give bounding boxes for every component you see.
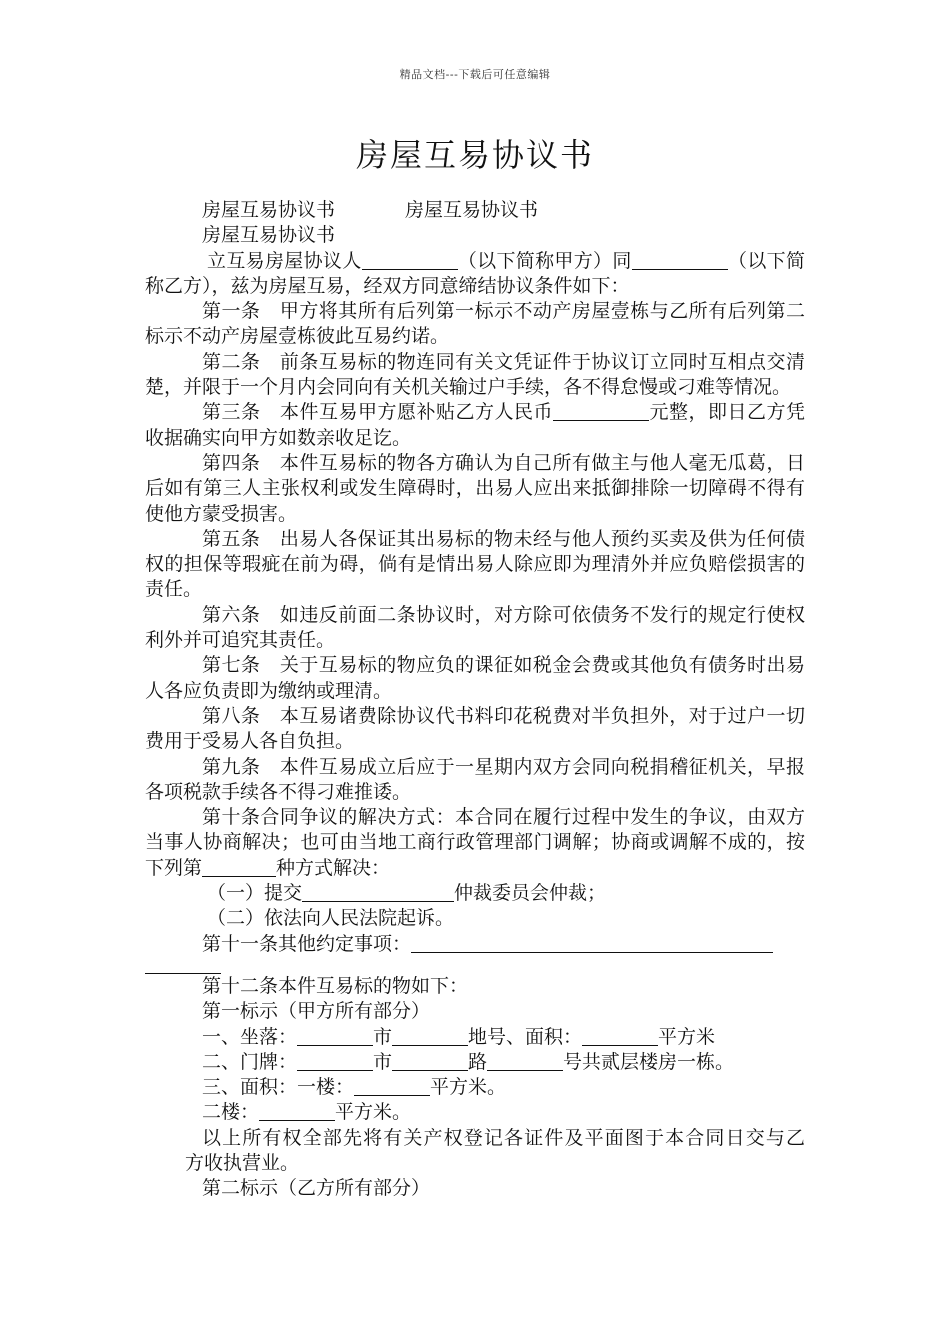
final-paragraph <box>145 1126 805 1177</box>
sqm-label: 平方米 <box>658 1025 716 1048</box>
subtitle-line <box>145 198 805 223</box>
final-text: 以上所有权全部先将有关产权登记各证件及平面图于本合同日交与乙 <box>202 1126 805 1149</box>
article-3 <box>145 400 805 451</box>
article-11-text: 第十一条其他约定事项： <box>202 932 412 955</box>
other-matters-continuation-blank[interactable] <box>145 957 221 974</box>
parties-text: （以下简称甲方）同 <box>457 249 632 272</box>
arbitration-blank[interactable] <box>302 883 454 902</box>
floor-1-label: 三、面积：一楼： <box>202 1076 355 1099</box>
city-blank[interactable] <box>297 1027 373 1046</box>
article-3-text: 第三条 本件互易甲方愿补贴乙方人民币 <box>202 401 553 424</box>
article-12: 第十二条本件互易标的物如下： <box>202 974 469 997</box>
parties-text: 立互易房屋协议人 <box>207 249 362 272</box>
article-6: 第六条 如违反前面二条协议时，对方除可依债务不发行的规定行使权利外并可追究其责任。 <box>145 603 805 652</box>
floor-1-unit: 平方米。 <box>430 1076 507 1099</box>
article-10 <box>145 805 805 881</box>
document-title: 房屋互易协议书 <box>355 136 594 174</box>
road-label: 路 <box>468 1050 488 1073</box>
location-label: 一、坐落： <box>202 1025 298 1048</box>
floor-1-line <box>145 1075 805 1100</box>
area-blank[interactable] <box>582 1027 658 1046</box>
floor-2-label: 二楼： <box>202 1101 260 1124</box>
parties-text: （以下简称乙方），兹为房屋互易，经双方同意缔结协议条件如下： <box>145 249 805 297</box>
party-b-blank[interactable] <box>632 251 728 270</box>
door-city-label: 市 <box>373 1050 393 1073</box>
number-blank[interactable] <box>487 1052 563 1071</box>
option-1-text: 仲裁委员会仲裁； <box>454 882 607 905</box>
floor-2-blank[interactable] <box>259 1102 335 1121</box>
door-label: 二、门牌： <box>202 1050 298 1073</box>
option-1-text: （一）提交 <box>207 882 303 905</box>
parties-paragraph <box>145 249 805 300</box>
article-2: 第二条 前条互易标的物连同有关文凭证件于协议订立同时互相点交清楚，并限于一个月内会同向有关机关输过户手续，各不得怠慢或刁难等情况。 <box>145 350 805 399</box>
subtitle-text: 房屋互易协议书 <box>202 199 336 221</box>
subtitle-text: 房屋互易协议书 <box>202 224 336 247</box>
option-1 <box>145 881 805 906</box>
amount-blank[interactable] <box>553 402 649 421</box>
article-9: 第九条 本件互易成立后应于一星期内双方会同向税捐稽征机关，早报各项税款手续各不得刁难推诿。 <box>145 755 805 803</box>
floor-2-line <box>145 1100 805 1125</box>
door-line <box>145 1050 805 1075</box>
article-10-text: 种方式解决： <box>276 856 391 879</box>
document-body <box>145 198 805 1202</box>
subtitle-line <box>145 223 805 248</box>
door-city-blank[interactable] <box>297 1052 373 1071</box>
floor-1-blank[interactable] <box>354 1077 430 1096</box>
mark-1-heading: 第一标示（甲方所有部分） <box>202 1000 431 1023</box>
other-matters-blank[interactable] <box>411 934 773 953</box>
floor-2-unit: 平方米。 <box>335 1101 412 1124</box>
mark-2-heading: 第二标示（乙方所有部分） <box>202 1177 431 1200</box>
lot-blank[interactable] <box>392 1027 468 1046</box>
article-4: 第四条 本件互易标的物各方确认为自己所有做主与他人毫无瓜葛，日后如有第三人主张权利或发生障碍时，出易人应出来抵御排除一切障碍不得有使他方蒙受损害。 <box>145 451 805 525</box>
article-3-text: 元整，即日乙方凭收据确实向甲方如数亲收足讫。 <box>145 401 805 449</box>
article-7: 第七条 关于互易标的物应负的课征如税金会费或其他负有债务时出易人各应负责即为缴纳或理清。 <box>145 654 805 702</box>
article-5: 第五条 出易人各保证其出易标的物未经与他人预约买卖及供为任何债权的担保等瑕疵在前为碍，倘有是情出易人除应即为理清外并应负赔偿损害的责任。 <box>145 527 805 601</box>
article-10-text: 第十条合同争议的解决方式：本合同在履行过程中发生的争议，由双方当事人协商解决；也可由当地工商行政管理部门调解；协商或调解不成的，按下列第 <box>145 806 805 879</box>
article-1: 第一条 甲方将其所有后列第一标示不动产房屋壹栋与乙所有后列第二标示不动产房屋壹栋彼此互易约诺。 <box>145 300 805 348</box>
method-blank[interactable] <box>202 858 276 877</box>
lot-area-label: 地号、面积： <box>468 1025 583 1048</box>
final-text: 方收执营业。 <box>185 1151 300 1174</box>
building-label: 号共贰层楼房一栋。 <box>563 1050 735 1073</box>
article-8: 第八条 本互易诸费除协议代书料印花税费对半负担外，对于过户一切费用于受易人各自负担。 <box>145 704 805 753</box>
road-blank[interactable] <box>392 1052 468 1071</box>
party-a-blank[interactable] <box>362 251 458 270</box>
page-header: 精品文档---下载后可任意编辑 <box>399 68 551 81</box>
city-label: 市 <box>373 1025 393 1048</box>
subtitle-text: 房屋互易协议书 <box>405 199 539 221</box>
article-11 <box>145 932 805 957</box>
option-2: （二）依法向人民法院起诉。 <box>207 907 455 930</box>
location-line <box>145 1025 805 1050</box>
